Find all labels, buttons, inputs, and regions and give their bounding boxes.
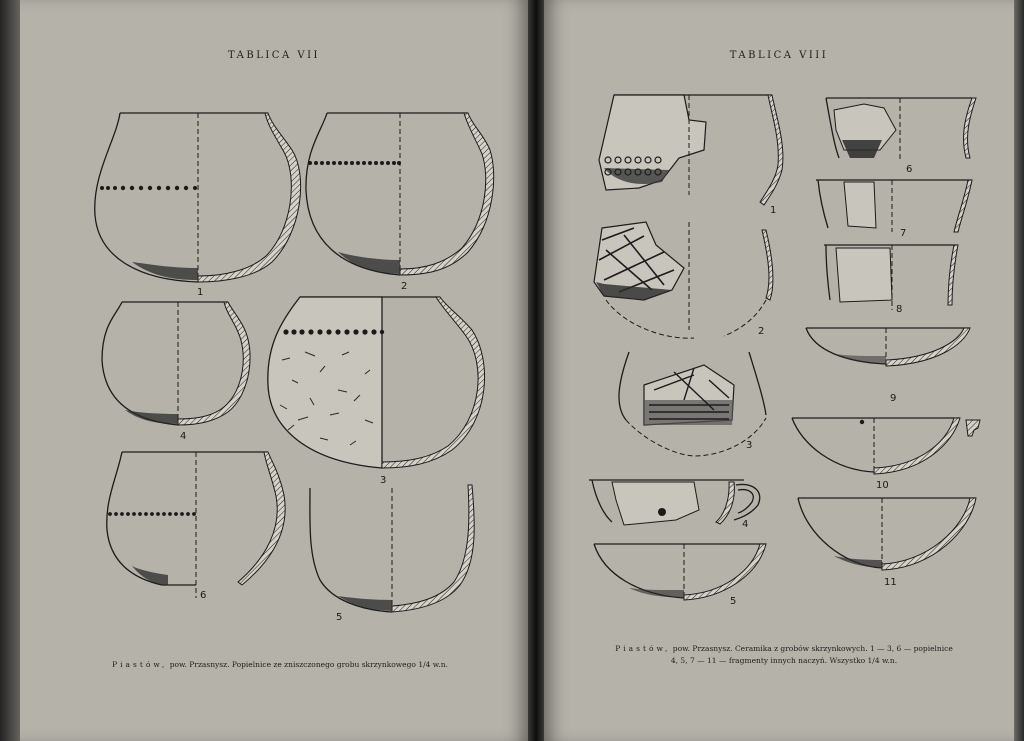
vessel-r3	[619, 352, 766, 456]
caption-line2-viii: 4, 5, 7 — 11 — fragmenty innych naczyń. Wszystko 1/4 w.n.	[670, 656, 898, 665]
figure-label-3: 3	[380, 475, 387, 486]
dot-row-2	[308, 161, 401, 165]
figure-label-r2: 2	[758, 326, 765, 337]
figure-label-4: 4	[180, 431, 187, 442]
plate-vii-drawings	[20, 0, 528, 741]
book-gutter	[528, 0, 544, 741]
fragment-r8	[824, 245, 958, 315]
figure-label-r8: 8	[896, 304, 903, 315]
figure-label-r5: 5	[730, 596, 737, 607]
caption-line1-viii: pow. Przasnysz. Ceramika z grobów skrzynkowych. 1 — 3, 6 — popielnice	[670, 644, 953, 653]
fragment-r4	[589, 480, 760, 530]
plate-vii-caption	[60, 659, 500, 671]
figure-label-r10: 10	[876, 480, 889, 491]
bowl-r9	[806, 328, 970, 404]
caption-text-vii: pow. Przasnysz. Popielnice ze zniszczonego grobu skrzynkowego 1/4 w.n.	[167, 660, 448, 669]
plate-viii-caption	[564, 643, 1004, 667]
figure-label-r7: 7	[900, 228, 907, 239]
caption-place-vii: Piastów,	[112, 660, 168, 669]
caption-place-viii: Piastów,	[615, 644, 671, 653]
figure-label-r9: 9	[890, 393, 897, 404]
plate-viii-drawings	[544, 0, 1014, 741]
fragment-r7	[816, 180, 972, 239]
figure-label-r11: 11	[884, 577, 897, 588]
vessel-2	[306, 113, 494, 292]
dot-row-1	[100, 186, 197, 190]
plate-title-viii: TABLICA VIII	[729, 50, 829, 61]
vessel-5	[310, 485, 474, 623]
figure-label-r6: 6	[906, 164, 913, 175]
vessel-1	[95, 113, 301, 298]
figure-label-6: 6	[200, 590, 207, 601]
vessel-4	[102, 302, 250, 442]
left-page	[20, 0, 528, 741]
vessel-3	[268, 297, 485, 486]
right-page	[544, 0, 1014, 741]
dot-row-6	[108, 512, 196, 516]
figure-label-r1: 1	[770, 205, 777, 216]
figure-label-r3: 3	[746, 440, 753, 451]
plate-title-vii: TABLICA VII	[228, 50, 320, 61]
bowl-r10	[792, 418, 980, 491]
left-page-edge	[0, 0, 22, 741]
fragment-1	[599, 95, 783, 216]
figure-label-r4: 4	[742, 519, 749, 530]
figure-label-1: 1	[197, 287, 204, 298]
figure-label-5: 5	[336, 612, 343, 623]
vessel-6	[107, 452, 285, 601]
fragment-2	[594, 222, 773, 338]
bowl-r11	[798, 498, 976, 588]
bowl-r5	[594, 544, 766, 607]
figure-label-2: 2	[401, 281, 408, 292]
fragment-r6	[826, 98, 976, 175]
